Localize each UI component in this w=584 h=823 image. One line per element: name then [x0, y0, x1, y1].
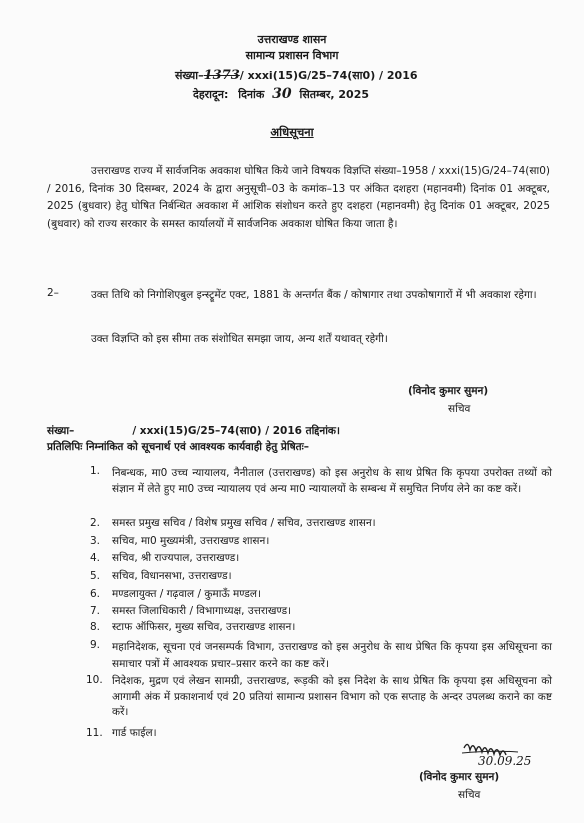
ref-handwritten-number: 1373: [203, 68, 240, 83]
ref-suffix: / xxxi(15)G/25–74(सा0) / 2016: [239, 69, 418, 82]
list-item: निदेशक, मुद्रण एवं लेखन सामग्री, उत्तराखण्ड, रूड़की को इस निदेश के साथ प्रेषित कि कृपया इस अधिसूचना को आगामी अंक में प्रकाशनार्थ एवं 20 प्रतियां सामान्य प्रशासन विभाग को एक सप्ताह के अन्दर उपलब्ध कराने का कष्ट करें।: [112, 675, 552, 718]
paragraph-2-number: 2–: [47, 287, 59, 299]
date-suffix: सितम्बर, 2025: [299, 88, 370, 101]
list-item-number: 4.: [90, 552, 101, 564]
org-heading: उत्तराखण्ड शासन: [257, 33, 327, 46]
list-item-number: 6.: [90, 588, 101, 600]
list-item: समस्त जिलाधिकारी / विभागाध्यक्ष, उत्तराखण्ड।: [112, 605, 292, 617]
paragraph-3: उक्त विज्ञप्ति को इस सीमा तक संशोधित समझा जाय, अन्य शर्तें यथावत् रहेगी।: [91, 333, 388, 345]
ref-label: संख्या–: [175, 69, 204, 82]
list-item: निबन्धक, मा0 उच्च न्यायालय, नैनीताल (उत्तराखण्ड) को इस अनुरोध के साथ प्रेषित कि कृपया उपरोक्त तथ्यों को संज्ञान में लेते हुए मा0 उच्च न्यायालय एवं अन्य मा0 न्यायालयों के सम्बन्ध में समुचित निर्णय लेने का कष्ट करें।: [112, 467, 552, 495]
copy-reference: [47, 425, 340, 438]
list-item-number: 1.: [90, 465, 101, 477]
date-label: दिनांक: [238, 88, 265, 101]
handwritten-date: 30.09.25: [478, 754, 532, 768]
list-item: महानिदेशक, सूचना एवं जनसम्पर्क विभाग, उत्तराखण्ड को इस अनुरोध के साथ प्रेषित कि कृपया इस अधिसूचना का समाचार पत्रों में आवश्यक प्रचार–प्रसार करने का कष्ट करें।: [112, 641, 552, 670]
paragraph-2: उक्त तिथि को निगोशिएबुल इन्स्ट्रूमेंट एक्ट, 1881 के अन्तर्गत बैंक / कोषागार तथा उपकोषागारों में भी अवकाश रहेगा।: [91, 289, 537, 301]
list-item: गार्ड फाईल।: [112, 727, 157, 739]
list-item: सचिव, श्री राज्यपाल, उत्तराखण्ड।: [112, 552, 240, 564]
list-item-number: 7.: [90, 605, 101, 617]
list-item-number: 9.: [90, 639, 101, 651]
signatory-name-2: (विनोद कुमार सुमन): [419, 771, 500, 783]
list-item: सचिव, मा0 मुख्यमंत्री, उत्तराखण्ड शासन।: [112, 535, 270, 547]
issue-date: [193, 88, 369, 101]
reference-number: [175, 69, 418, 82]
paragraph-1: उत्तराखण्ड राज्य में सार्वजनिक अवकाश घोषित किये जाने विषयक विज्ञप्ति संख्या–1958 / xxxi(15)G/24–74(सा0) / 2016, दिनांक 30 दिसम्बर, 2024 के द्वारा अनुसूची–03 के कमांक–13 पर अंकित दशहरा (महानवमी) दिनांक 01 अक्टूबर, 2025 (बुधवार) हेतु घोषित निर्बन्धित अवकाश में आंशिक संशोधन करते हुए दशहरा (महानवमी) हेतु दिनांक 01 अक्टूबर, 2025 (बुधवार) को राज्य सरकार के समस्त कार्यालयों में सार्वजनिक अवकाश घोषित किया जाता है।: [47, 165, 550, 230]
date-handwritten: 30: [272, 86, 292, 102]
list-item: मण्डलायुक्त / गढ़वाल / कुमाऊँ मण्डल।: [112, 588, 261, 600]
copy-ref-suffix: / xxxi(15)G/25–74(सा0) / 2016 तद्दिनांक।: [132, 425, 340, 437]
list-item-number: 10.: [86, 674, 103, 686]
document-title: अधिसूचना: [270, 125, 314, 139]
list-item-number: 11.: [86, 727, 103, 739]
list-item: समस्त प्रमुख सचिव / विशेष प्रमुख सचिव / सचिव, उत्तराखण्ड शासन।: [112, 517, 376, 529]
dept-heading: सामान्य प्रशासन विभाग: [245, 49, 339, 62]
place-label: देहरादून:: [193, 88, 229, 101]
list-item: सचिव, विधानसभा, उत्तराखण्ड।: [112, 570, 232, 582]
signatory-designation-2: सचिव: [458, 789, 481, 801]
copy-intro: प्रतिलिपिः निम्नांकित को सूचनार्थ एवं आवश्यक कार्यवाही हेतु प्रेषितः–: [47, 441, 310, 453]
list-item-number: 8.: [90, 621, 101, 633]
copy-ref-label: संख्या–: [47, 425, 75, 437]
signatory-designation: सचिव: [448, 403, 471, 415]
list-item: स्टाफ ऑफिसर, मुख्य सचिव, उत्तराखण्ड शासन।: [112, 621, 296, 633]
list-item-number: 2.: [90, 517, 101, 529]
list-item-number: 5.: [90, 570, 101, 582]
signatory-name: (विनोद कुमार सुमन): [408, 385, 489, 397]
list-item-number: 3.: [90, 535, 101, 547]
